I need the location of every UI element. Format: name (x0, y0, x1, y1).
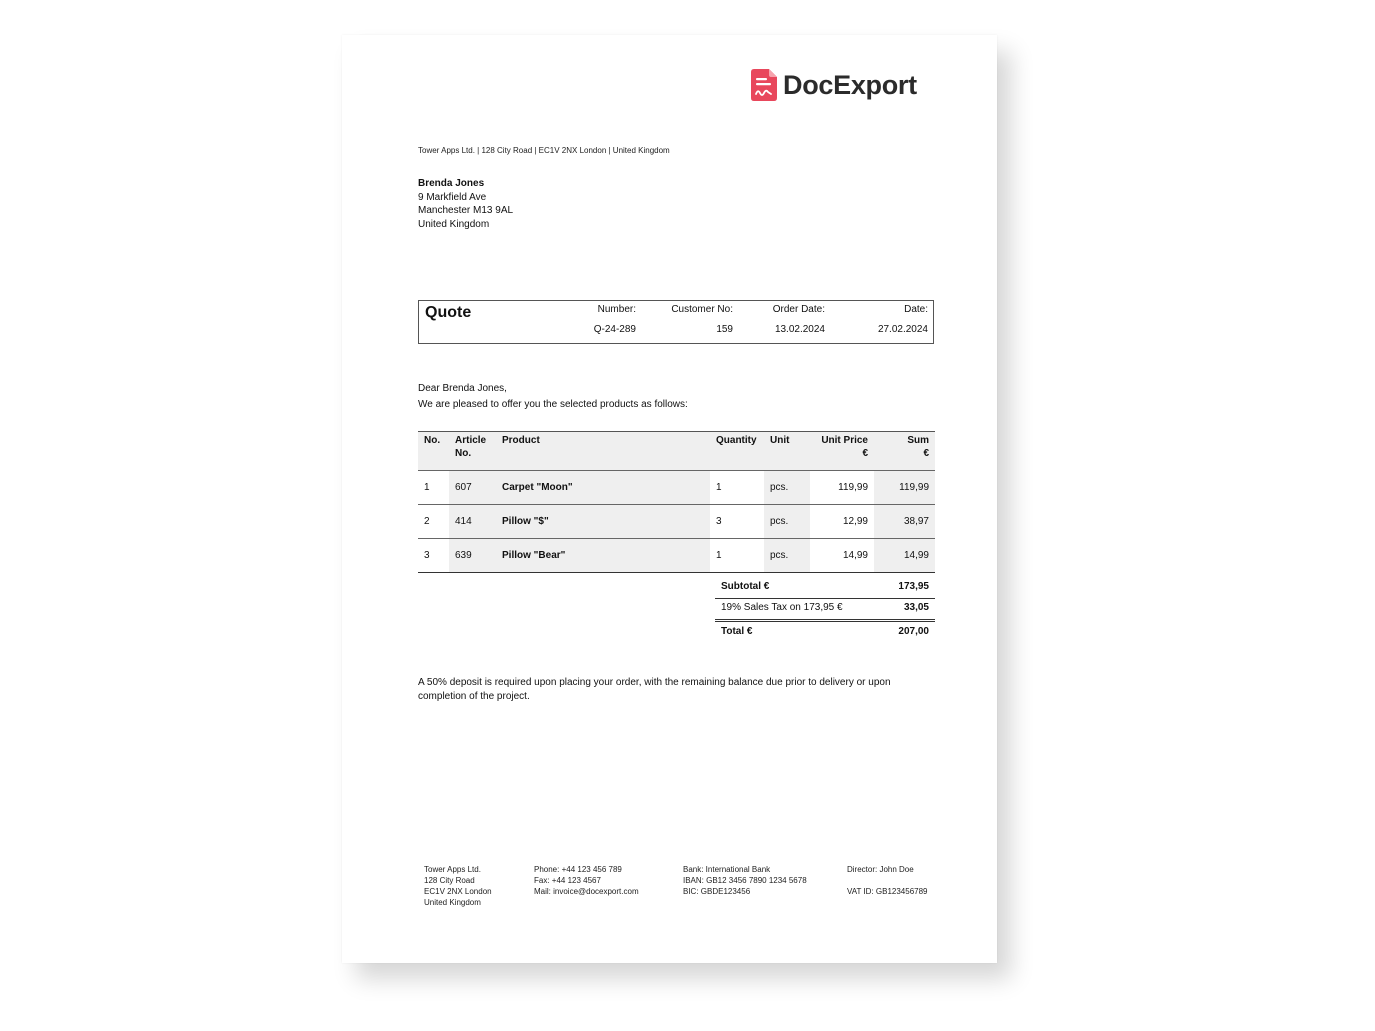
table-row (418, 539, 935, 573)
total-value: 207,00 (898, 626, 929, 637)
footer-contact (534, 864, 639, 897)
footer-bic: BIC: GBDE123456 (683, 887, 751, 896)
recipient-name: Brenda Jones (418, 178, 485, 189)
document-title: Quote (425, 304, 472, 321)
order-date-label: Order Date: (772, 304, 825, 315)
date-label: Date: (904, 304, 928, 315)
row-unit: pcs. (764, 505, 810, 539)
footer-iban: IBAN: GB12 3456 7890 1234 5678 (683, 876, 807, 885)
row-article: 414 (449, 505, 496, 539)
table-header-row (418, 432, 935, 471)
order-date-value: 13.02.2024 (774, 324, 825, 335)
row-unit: pcs. (764, 539, 810, 573)
footer-phone: Phone: +44 123 456 789 (534, 865, 622, 874)
brand-name: DocExport (783, 69, 917, 100)
totals-block (715, 578, 935, 643)
row-article: 607 (449, 471, 496, 505)
row-unit-price: 14,99 (810, 539, 874, 573)
footer-fax: Fax: +44 123 4567 (534, 876, 601, 885)
row-sum: 119,99 (874, 471, 935, 505)
header-unit-price: Unit Price € (810, 432, 874, 471)
row-quantity: 1 (710, 539, 764, 573)
header-sum: Sum € (874, 432, 935, 471)
footer-company (424, 864, 492, 908)
row-sum: 14,99 (874, 539, 935, 573)
footer-director (847, 864, 928, 897)
recipient-street: 9 Markfield Ave (418, 191, 487, 203)
row-product: Pillow "$" (496, 505, 710, 539)
payment-terms: A 50% deposit is required upon placing your order, with the remaining balance due prior to delivery or upon completion of the project. (418, 677, 891, 702)
row-no: 1 (418, 471, 449, 505)
footer-director-name: Director: John Doe (847, 865, 914, 874)
table-row (418, 505, 935, 539)
footer-company-street: 128 City Road (424, 876, 475, 885)
intro-text: We are pleased to offer you the selected products as follows: (418, 399, 688, 410)
tax-value: 33,05 (903, 602, 929, 613)
row-unit-price: 119,99 (810, 471, 874, 505)
row-no: 3 (418, 539, 449, 573)
subtotal-value: 173,95 (898, 581, 929, 592)
header-unit: Unit (764, 432, 810, 471)
row-no: 2 (418, 505, 449, 539)
number-value: Q-24-289 (593, 324, 636, 335)
footer-mail: Mail: invoice@docexport.com (534, 887, 639, 896)
table-row (418, 471, 935, 505)
subtotal-row (715, 578, 935, 599)
date-value: 27.02.2024 (877, 324, 928, 335)
customer-label: Customer No: (671, 304, 733, 315)
greeting (418, 381, 688, 413)
total-label: Total € (721, 626, 753, 637)
tax-label: 19% Sales Tax on 173,95 € (721, 602, 843, 613)
row-product: Pillow "Bear" (496, 539, 710, 573)
row-article: 639 (449, 539, 496, 573)
header-article: Article No. (449, 432, 496, 471)
items-table (418, 431, 935, 573)
recipient-address (418, 177, 513, 231)
row-quantity: 1 (710, 471, 764, 505)
recipient-country: United Kingdom (418, 218, 490, 230)
sender-address-line: Tower Apps Ltd. | 128 City Road | EC1V 2NX London | United Kingdom (418, 146, 670, 155)
row-sum: 38,97 (874, 505, 935, 539)
footer-company-name: Tower Apps Ltd. (424, 865, 481, 874)
salutation: Dear Brenda Jones, (418, 383, 507, 394)
document-signature-icon (751, 69, 777, 101)
footer-bank-name: Bank: International Bank (683, 865, 771, 874)
document-page (342, 35, 997, 963)
header-no: No. (418, 432, 449, 471)
subtotal-label: Subtotal € (721, 581, 770, 592)
number-label: Number: (597, 304, 636, 315)
header-quantity: Quantity (710, 432, 764, 471)
row-unit: pcs. (764, 471, 810, 505)
row-product: Carpet "Moon" (496, 471, 710, 505)
row-quantity: 3 (710, 505, 764, 539)
document-info-box (418, 300, 934, 344)
footer-vat-id: VAT ID: GB123456789 (847, 887, 928, 896)
tax-row (715, 599, 935, 622)
header-product: Product (496, 432, 710, 471)
footer-company-city: EC1V 2NX London (424, 887, 492, 896)
customer-value: 159 (716, 324, 733, 335)
row-unit-price: 12,99 (810, 505, 874, 539)
brand-logo (751, 67, 917, 103)
footer-company-country: United Kingdom (424, 898, 481, 907)
recipient-city: Manchester M13 9AL (418, 205, 514, 217)
footer-bank (683, 864, 807, 897)
total-row (715, 623, 935, 643)
